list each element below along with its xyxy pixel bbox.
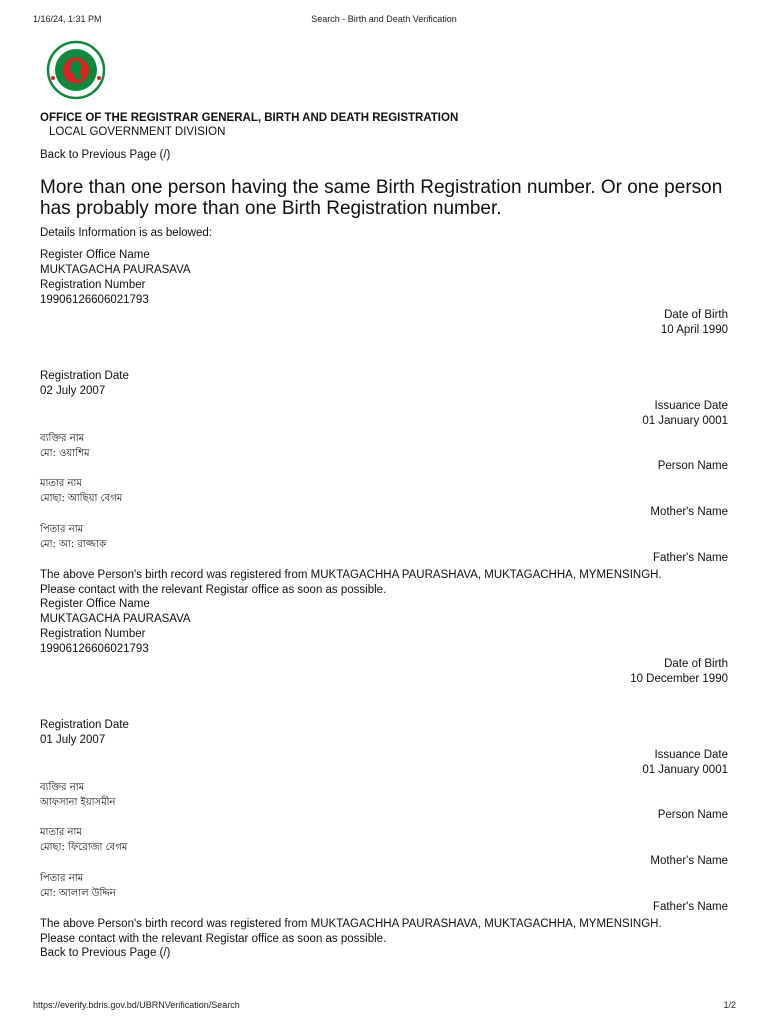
- date-of-birth-label: Date of Birth: [664, 658, 728, 670]
- print-page-title: Search - Birth and Death Verification: [311, 14, 457, 24]
- issuance-date-label: Issuance Date: [654, 400, 728, 412]
- print-page-number: 1/2: [723, 1000, 736, 1010]
- print-url: https://everify.bdris.gov.bd/UBRNVerification/Search: [33, 1000, 240, 1010]
- date-of-birth-value: 10 April 1990: [660, 324, 728, 336]
- registration-number-value: 19906126606021793: [40, 294, 149, 306]
- father-name-value: মো: আ: রাজ্জাক: [40, 539, 107, 550]
- date-of-birth-label: Date of Birth: [664, 309, 728, 321]
- register-office-label: Register Office Name: [40, 249, 150, 261]
- mother-name-value: মোছা: আছিয়া বেগম: [40, 493, 123, 504]
- record-note: The above Person's birth record was registered from MUKTAGACHHA PAURASHAVA, MUKTAGACHHA, MYMENSINGH. Please contact with the relevant Registar office as soon as possible.: [40, 918, 662, 945]
- mothers-name-label: Mother's Name: [650, 855, 728, 867]
- register-office-value: MUKTAGACHA PAURASAVA: [40, 264, 191, 276]
- date-of-birth-value: 10 December 1990: [630, 673, 728, 685]
- person-name-label: Person Name: [657, 809, 728, 821]
- registration-number-label: Registration Number: [40, 628, 146, 640]
- father-name-bn-label: পিতার নাম: [40, 873, 84, 884]
- registration-date-value: 01 July 2007: [40, 734, 106, 746]
- registration-date-value: 02 July 2007: [40, 385, 106, 397]
- issuance-date-label: Issuance Date: [654, 749, 728, 761]
- registration-number-value: 19906126606021793: [40, 643, 149, 655]
- government-emblem-logo: [46, 40, 106, 100]
- fathers-name-label: Father's Name: [652, 552, 728, 564]
- office-title: OFFICE OF THE REGISTRAR GENERAL, BIRTH AND DEATH REGISTRATION: [40, 112, 459, 124]
- warning-headline: More than one person having the same Birth Registration number. Or one person has probably more than one Birth Registration number.: [40, 177, 723, 219]
- father-name-value: মো: আলাল উদ্দিন: [40, 888, 116, 899]
- person-name-value: আফসানা ইয়াসমীন: [40, 797, 116, 808]
- mother-name-bn-label: মাতার নাম: [40, 827, 82, 838]
- mothers-name-label: Mother's Name: [650, 506, 728, 518]
- father-name-bn-label: পিতার নাম: [40, 524, 84, 535]
- person-name-bn-label: ব্যক্তির নাম: [40, 782, 85, 793]
- mother-name-value: মোছা: ফিরোজা বেগম: [40, 842, 128, 853]
- registration-number-label: Registration Number: [40, 279, 146, 291]
- person-name-label: Person Name: [657, 460, 728, 472]
- record-note: The above Person's birth record was registered from MUKTAGACHHA PAURASHAVA, MUKTAGACHHA, MYMENSINGH. Please contact with the relevant Registar office as soon as possible.: [40, 569, 662, 596]
- issuance-date-value: 01 January 0001: [642, 415, 728, 427]
- register-office-value: MUKTAGACHA PAURASAVA: [40, 613, 191, 625]
- office-division: LOCAL GOVERNMENT DIVISION: [49, 126, 226, 138]
- back-to-previous-link-bottom[interactable]: Back to Previous Page (/): [40, 947, 171, 959]
- details-intro: Details Information is as belowed:: [40, 227, 212, 239]
- back-to-previous-link[interactable]: Back to Previous Page (/): [40, 149, 171, 161]
- fathers-name-label: Father's Name: [652, 901, 728, 913]
- print-datetime: 1/16/24, 1:31 PM: [33, 14, 102, 24]
- issuance-date-value: 01 January 0001: [642, 764, 728, 776]
- registration-date-label: Registration Date: [40, 719, 129, 731]
- person-name-bn-label: ব্যক্তির নাম: [40, 433, 85, 444]
- registration-date-label: Registration Date: [40, 370, 129, 382]
- register-office-label: Register Office Name: [40, 598, 150, 610]
- person-name-value: মো: ওয়াশিম: [40, 448, 90, 459]
- mother-name-bn-label: মাতার নাম: [40, 478, 82, 489]
